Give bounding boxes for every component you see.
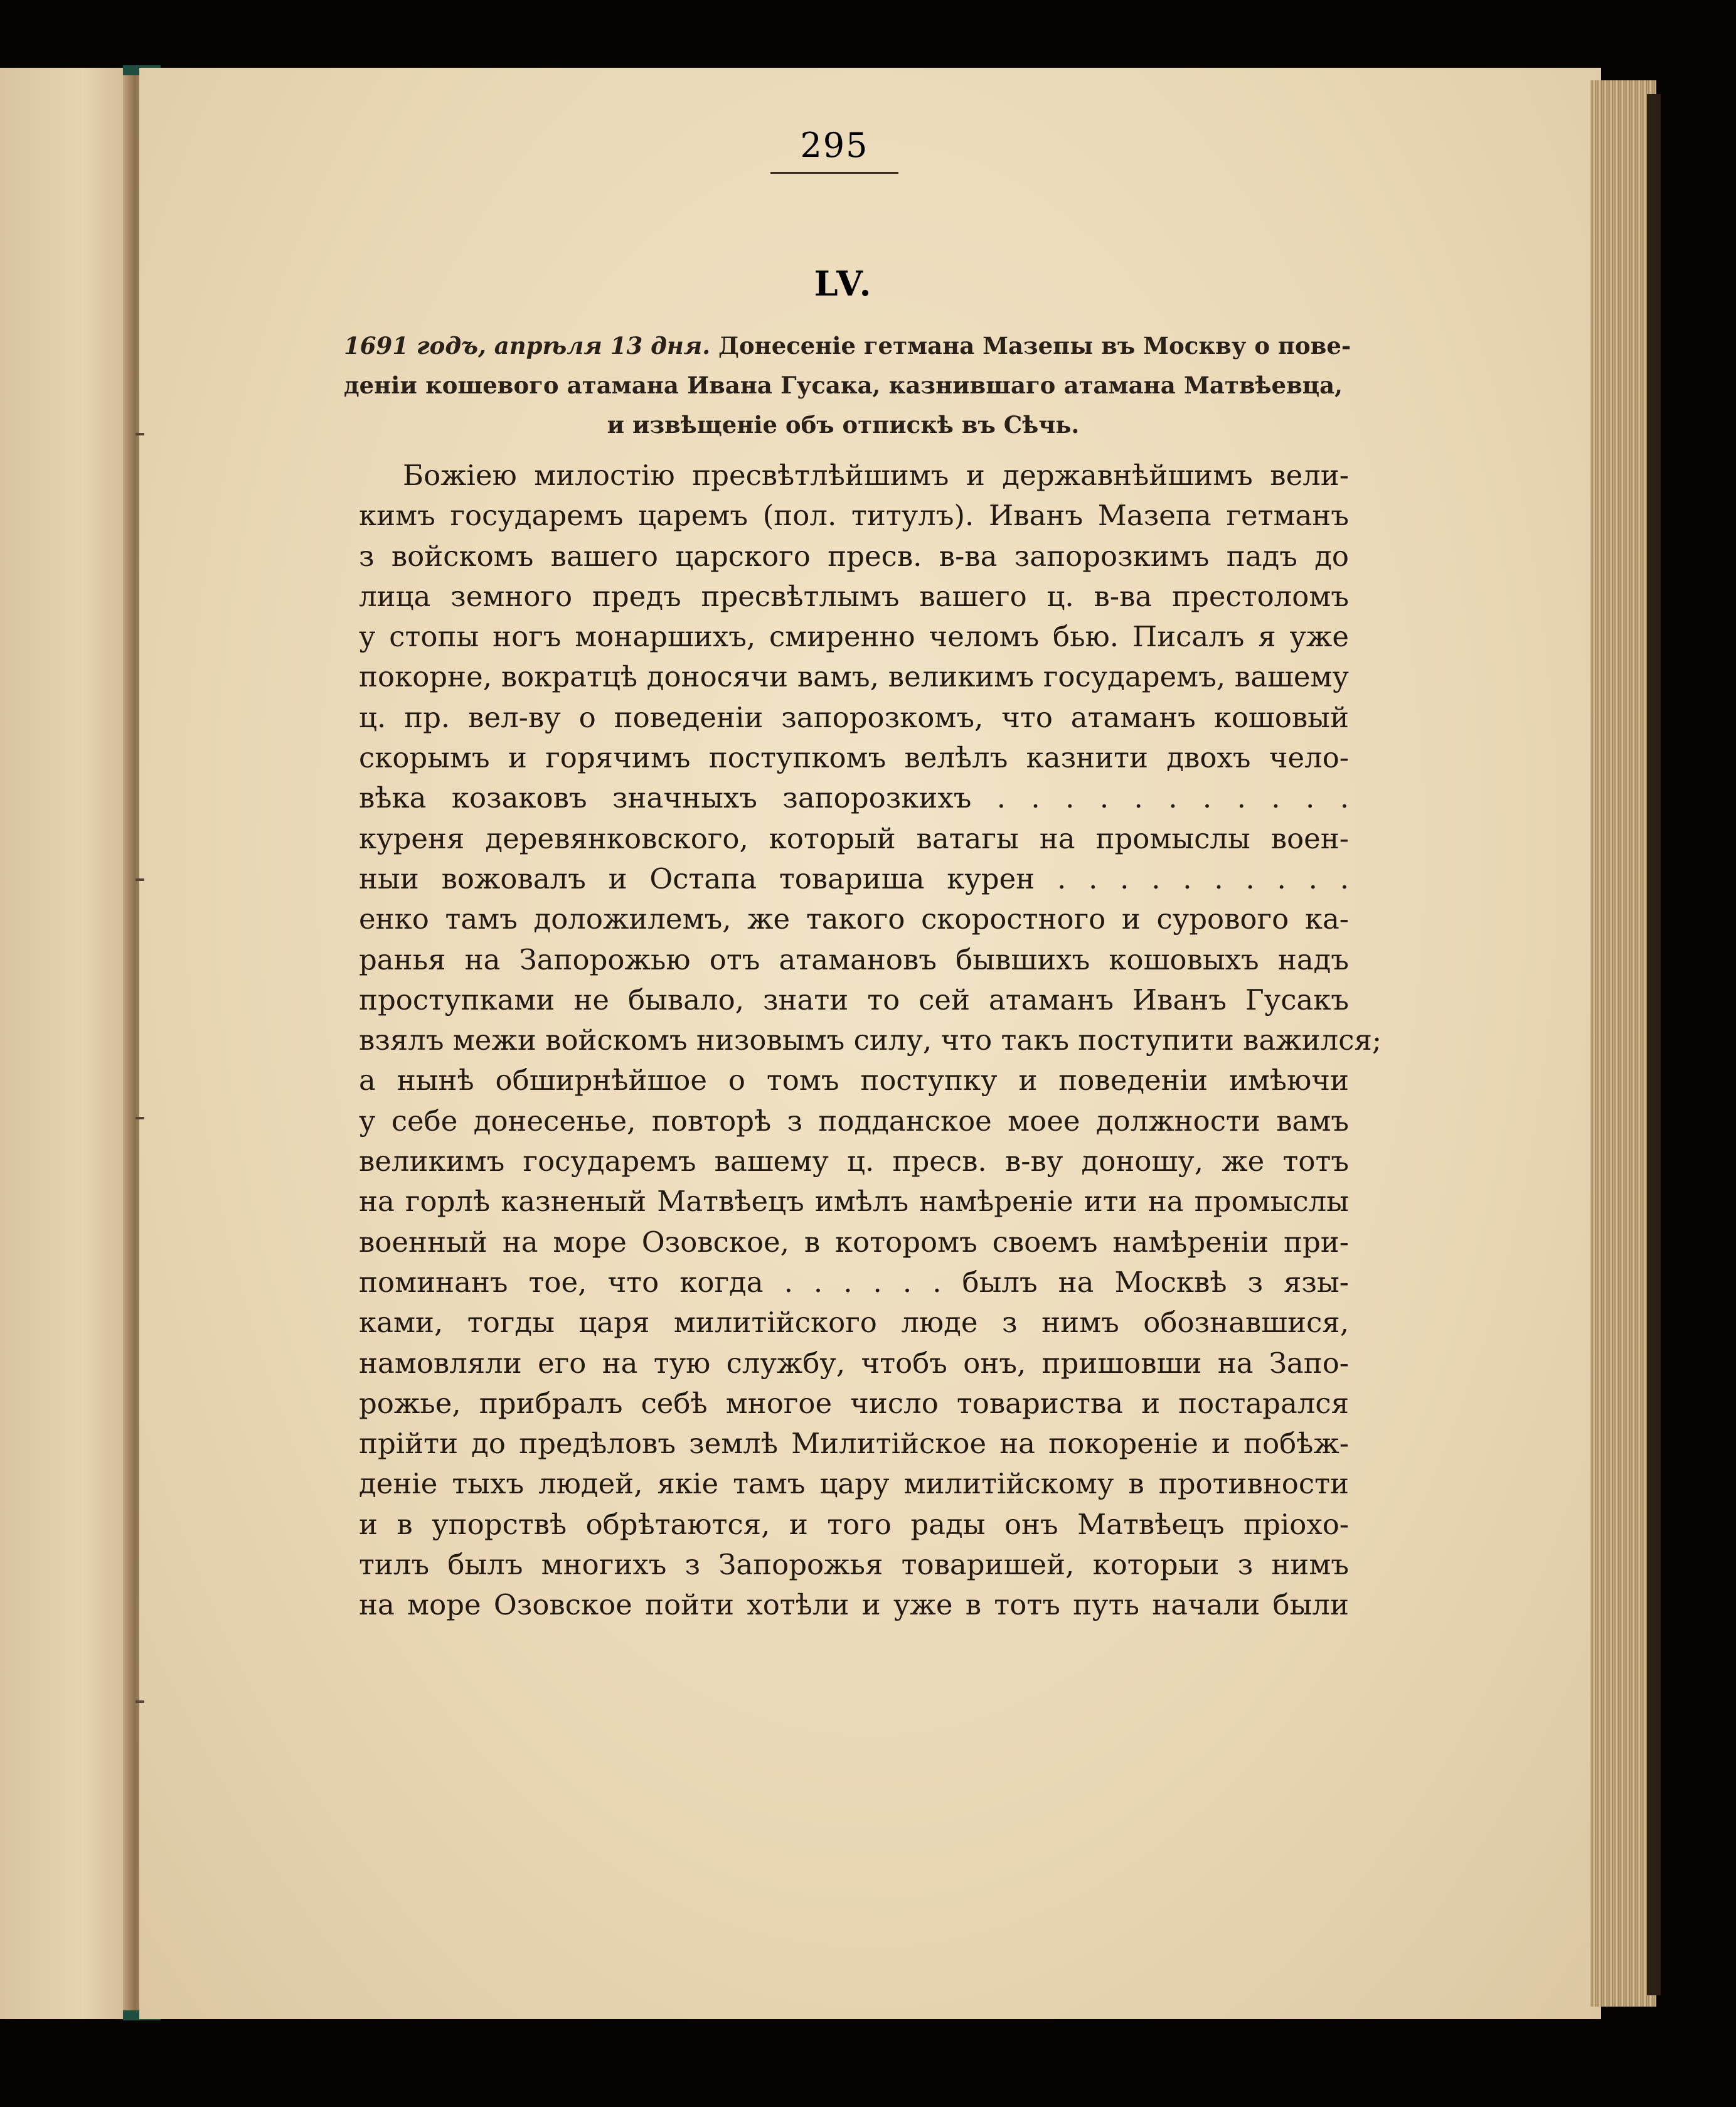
- body-line: ныи вожовалъ и Остапа товариша курен . . . . . . . . . .: [359, 861, 1349, 895]
- body-line: кимъ государемъ царемъ (пол. титулъ). Иванъ Мазепа гетманъ: [359, 499, 1349, 533]
- binding-notch: [136, 1117, 144, 1119]
- body-line: великимъ государемъ вашему ц. пресв. в-ву доношу, же тотъ: [359, 1144, 1349, 1178]
- body-line: ранья на Запорожью отъ атамановъ бывшихъ кошовыхъ надъ: [359, 942, 1349, 976]
- body-line: а нынѣ обширнѣйшое о томъ поступку и поведеніи имѣючи: [359, 1064, 1349, 1097]
- page-number: 295: [800, 125, 869, 165]
- body-line: Божіею милостію пресвѣтлѣйшимъ и державнѣйшимъ вели-: [403, 459, 1349, 492]
- summary-line: и извѣщеніе объ отпискѣ въ Сѣчь.: [607, 411, 1080, 439]
- body-line: з войскомъ вашего царского пресв. в-ва запорозкимъ падъ до: [359, 539, 1349, 573]
- binding-notch: [136, 433, 144, 435]
- left-page: [0, 68, 139, 2019]
- body-line: проступками не бывало, знати то сей атаманъ Иванъ Гусакъ: [359, 983, 1349, 1016]
- body-line: енко тамъ доложилемъ, же такого скоростного и сурового ка-: [359, 902, 1349, 936]
- document-body: [359, 456, 1382, 1626]
- body-line: скорымъ и горячимъ поступкомъ велѣлъ казнити двохъ чело-: [359, 741, 1349, 775]
- body-line: прійти до предѣловъ землѣ Милитійское на покореніе и побѣж-: [359, 1427, 1349, 1461]
- body-line: ц. пр. вел-ву о поведеніи запорозкомъ, что атаманъ кошовый: [359, 700, 1349, 734]
- body-line: у стопы ногъ монаршихъ, смиренно челомъ бью. Писалъ я уже: [359, 620, 1349, 654]
- body-line: на горлѣ казненый Матвѣецъ имѣлъ намѣреніе ити на промыслы: [359, 1185, 1349, 1219]
- body-line: взялъ межи войскомъ низовымъ силу, что такъ поступити важился;: [359, 1023, 1382, 1057]
- binding-notch: [136, 1700, 144, 1703]
- body-line: покорне, вократцѣ доносячи вамъ, великимъ государемъ, вашему: [359, 660, 1349, 694]
- body-line: ками, тогды царя милитійского люде з нимъ обознавшися,: [359, 1306, 1349, 1340]
- body-line: и в упорствѣ обрѣтаются, и того рады онъ Матвѣецъ пріохо-: [359, 1507, 1349, 1541]
- body-line: деніе тыхъ людей, якіе тамъ цару милитійскому в противности: [359, 1467, 1349, 1501]
- page-number-rule: [770, 172, 898, 174]
- document-summary: [344, 326, 1351, 445]
- body-line: у себе донесенье, повторѣ з подданское моее должности вамъ: [359, 1104, 1349, 1138]
- document-number: LV.: [814, 264, 874, 304]
- body-line: рожье, прибралъ себѣ многое число товариства и постарался: [359, 1386, 1349, 1420]
- body-line: намовляли его на тую службу, чтобъ онъ, пришовши на Запо-: [359, 1346, 1349, 1380]
- body-line: куреня деревянковского, который ватагы на промыслы воен-: [359, 821, 1349, 855]
- summary-line: [344, 326, 1351, 366]
- summary-line-text: Донесеніе гетмана Мазепы въ Москву о пове-: [718, 332, 1351, 360]
- body-line: вѣка козаковъ значныхъ запорозкихъ . . . . . . . . . . .: [359, 781, 1349, 815]
- body-line: поминанъ тое, что когда . . . . . . былъ на Москвѣ з язы-: [359, 1265, 1349, 1299]
- page-edges-shadow: [1647, 94, 1661, 1995]
- summary-line: деніи кошевого атамана Ивана Гусака, казнившаго атамана Матвѣевца,: [344, 371, 1343, 399]
- body-line: тилъ былъ многихъ з Запорожья товаришей, которыи з нимъ: [359, 1548, 1349, 1582]
- body-line: на море Озовское пойти хотѣли и уже в тотъ путь начали были: [359, 1588, 1349, 1622]
- body-line: военный на море Озовское, в которомъ своемъ намѣреніи при-: [359, 1225, 1349, 1259]
- body-line: лица земного предъ пресвѣтлымъ вашего ц. в-ва престоломъ: [359, 579, 1349, 613]
- summary-date: 1691 годъ, апрѣля 13 дня.: [344, 332, 711, 360]
- binding-notch: [136, 878, 144, 881]
